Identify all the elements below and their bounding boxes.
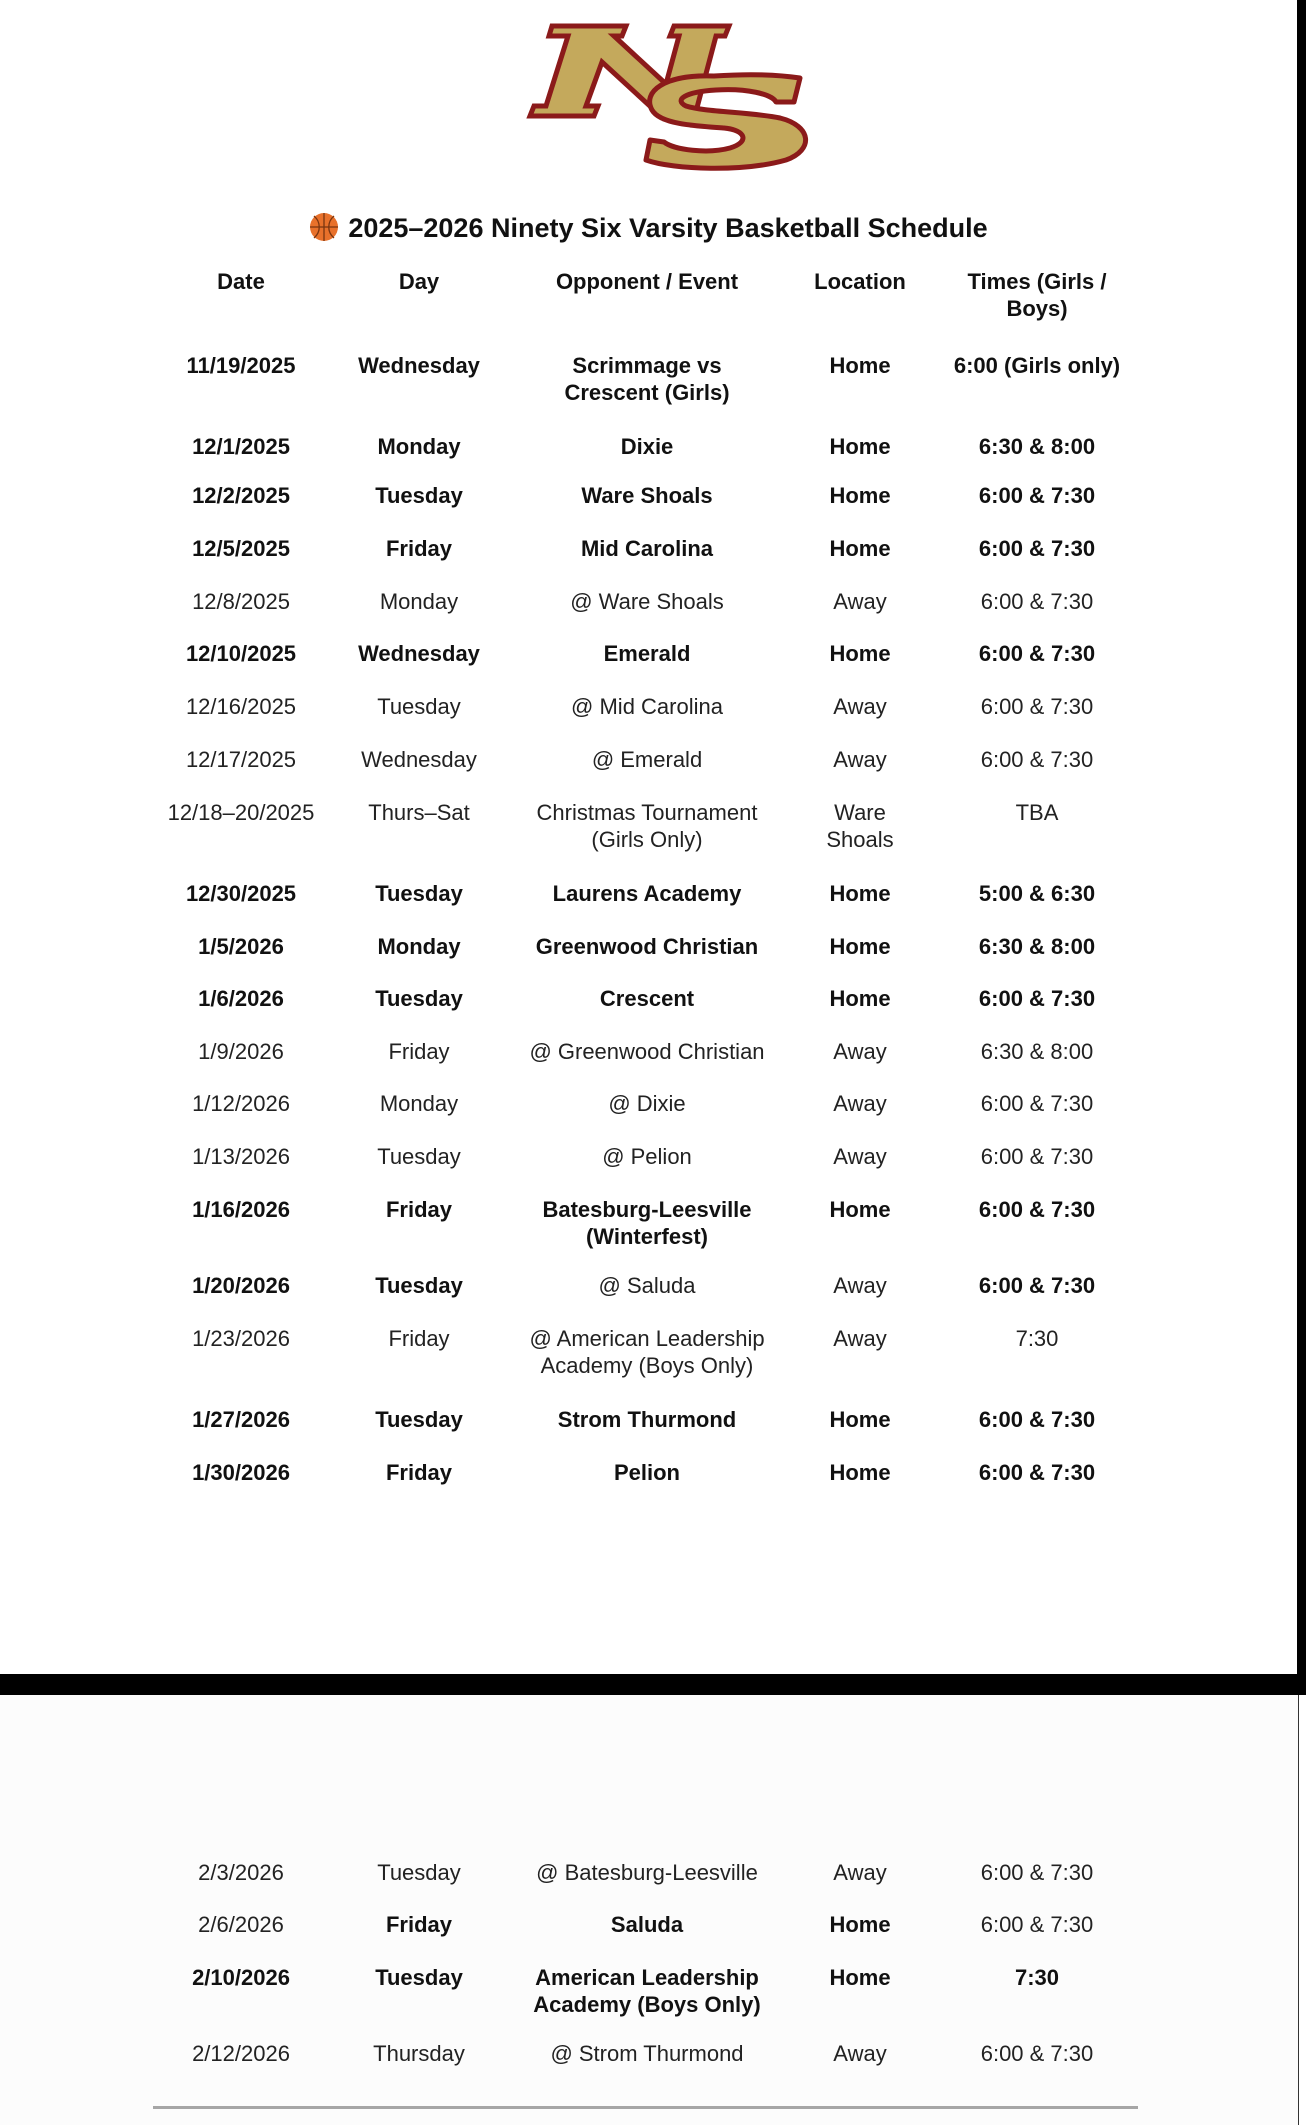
cell-day: Thursday (373, 2041, 465, 2066)
cell-day: Wednesday (361, 747, 477, 772)
header-day: Day (398, 269, 440, 294)
cell-times: 6:00 & 7:30 (978, 536, 1096, 561)
cell-location: Home (829, 881, 891, 906)
cell-opponent: @ Ware Shoals (570, 589, 724, 614)
cell-times: TBA (1015, 800, 1059, 825)
cell-times: 6:00 (Girls only) (953, 353, 1121, 378)
cell-date: 12/2/2025 (192, 483, 290, 508)
cell-location: Away (833, 1039, 887, 1064)
cell-times: 7:30 (1014, 1965, 1060, 1990)
basketball-icon (309, 212, 339, 242)
title-text: 2025–2026 Ninety Six Varsity Basketball Schedule (348, 213, 988, 243)
cell-opponent: Laurens Academy (552, 881, 742, 906)
cell-times: 6:30 & 8:00 (978, 934, 1096, 959)
cell-location: Home (829, 353, 891, 378)
cell-day: Wednesday (358, 641, 480, 666)
cell-location: Home (829, 934, 891, 959)
cell-location: Home (829, 1460, 891, 1485)
cell-times: 6:00 & 7:30 (978, 1460, 1096, 1485)
cell-day: Friday (385, 1912, 453, 1937)
cell-opponent: Dixie (620, 434, 674, 459)
page-divider (0, 1674, 1306, 1695)
cell-times: 6:00 & 7:30 (980, 1144, 1094, 1169)
header-date: Date (217, 269, 265, 294)
cell-times: 6:00 & 7:30 (980, 2041, 1094, 2066)
cell-times: 6:00 & 7:30 (978, 1197, 1096, 1222)
cell-location: Away (833, 1860, 887, 1885)
cell-date: 1/23/2026 (192, 1326, 290, 1351)
cell-day: Tuesday (377, 1860, 461, 1885)
cell-date: 1/6/2026 (198, 986, 284, 1011)
cell-opponent: American Leadership Academy (Boys Only) (533, 1965, 761, 2017)
cell-opponent: @ Dixie (608, 1091, 686, 1116)
cell-location: Away (833, 1273, 887, 1298)
cell-times: 6:00 & 7:30 (980, 1091, 1094, 1116)
cell-day: Tuesday (377, 694, 461, 719)
cell-location: Away (833, 694, 887, 719)
cell-location: Away (833, 747, 887, 772)
cell-times: 6:00 & 7:30 (980, 1860, 1094, 1885)
cell-date: 12/18–20/2025 (167, 800, 315, 825)
cell-location: Away (833, 1144, 887, 1169)
cell-times: 6:00 & 7:30 (978, 1407, 1096, 1432)
cell-date: 12/10/2025 (185, 641, 297, 666)
cell-opponent: @ Greenwood Christian (529, 1039, 765, 1064)
cell-date: 2/3/2026 (198, 1860, 284, 1885)
cell-day: Tuesday (375, 483, 463, 508)
cell-times: 6:00 & 7:30 (978, 483, 1096, 508)
cell-date: 12/1/2025 (192, 434, 290, 459)
cell-location: Home (829, 641, 891, 666)
cell-opponent: Crescent (599, 986, 695, 1011)
cell-date: 2/12/2026 (192, 2041, 290, 2066)
cell-date: 1/16/2026 (192, 1197, 290, 1222)
cell-day: Tuesday (375, 1965, 463, 1990)
cell-opponent: @ Batesburg-Leesville (536, 1860, 758, 1885)
horizontal-rule (153, 2106, 1138, 2109)
cell-date: 1/5/2026 (198, 934, 284, 959)
cell-date: 1/12/2026 (192, 1091, 290, 1116)
page-edge (1298, 1695, 1306, 2125)
cell-day: Friday (388, 1039, 450, 1064)
cell-date: 2/6/2026 (198, 1912, 284, 1937)
cell-opponent: Christmas Tournament (Girls Only) (536, 800, 758, 852)
cell-date: 12/30/2025 (185, 881, 297, 906)
cell-date: 1/27/2026 (192, 1407, 290, 1432)
cell-location: Away (833, 589, 887, 614)
cell-opponent: Saluda (610, 1912, 684, 1937)
cell-opponent: @ Emerald (591, 747, 703, 772)
cell-location: Away (833, 1326, 887, 1351)
cell-day: Tuesday (377, 1144, 461, 1169)
cell-location: Home (829, 1407, 891, 1432)
cell-times: 6:30 & 8:00 (978, 434, 1096, 459)
cell-location: Home (829, 1965, 891, 1990)
cell-location: Home (829, 483, 891, 508)
cell-times: 6:00 & 7:30 (980, 589, 1094, 614)
cell-day: Tuesday (375, 1407, 463, 1432)
cell-location: Home (829, 434, 891, 459)
cell-opponent: @ American Leadership Academy (Boys Only) (529, 1326, 765, 1378)
cell-times: 6:00 & 7:30 (978, 1273, 1096, 1298)
cell-day: Friday (388, 1326, 450, 1351)
cell-date: 12/8/2025 (192, 589, 290, 614)
cell-day: Friday (385, 1197, 453, 1222)
cell-date: 1/20/2026 (192, 1273, 290, 1298)
cell-date: 1/13/2026 (192, 1144, 290, 1169)
page-title (0, 210, 1297, 246)
cell-times: 6:00 & 7:30 (980, 694, 1094, 719)
cell-date: 2/10/2026 (192, 1965, 290, 1990)
cell-opponent: @ Strom Thurmond (550, 2041, 744, 2066)
cell-opponent: Mid Carolina (580, 536, 713, 561)
cell-opponent: @ Saluda (598, 1273, 696, 1298)
cell-day: Monday (377, 434, 461, 459)
cell-day: Friday (385, 1460, 453, 1485)
cell-location: Away (833, 1091, 887, 1116)
header-opponent: Opponent / Event (555, 269, 739, 294)
cell-opponent: Greenwood Christian (535, 934, 759, 959)
ns-logo-icon (524, 14, 814, 174)
cell-location: Home (829, 986, 891, 1011)
cell-day: Tuesday (375, 1273, 463, 1298)
cell-day: Thurs–Sat (368, 800, 470, 825)
cell-date: 12/17/2025 (185, 747, 297, 772)
cell-times: 5:00 & 6:30 (978, 881, 1096, 906)
cell-opponent: @ Pelion (602, 1144, 692, 1169)
header-times: Times (Girls / Boys) (967, 269, 1107, 321)
cell-date: 12/16/2025 (185, 694, 297, 719)
cell-day: Friday (385, 536, 453, 561)
cell-location: Home (829, 1197, 891, 1222)
cell-location: Home (829, 1912, 891, 1937)
cell-opponent: Emerald (603, 641, 691, 666)
cell-date: 1/30/2026 (192, 1460, 290, 1485)
cell-opponent: @ Mid Carolina (571, 694, 723, 719)
cell-date: 12/5/2025 (192, 536, 290, 561)
cell-day: Tuesday (375, 881, 463, 906)
cell-date: 1/9/2026 (198, 1039, 284, 1064)
cell-location: Away (833, 2041, 887, 2066)
header-location: Location (814, 269, 906, 294)
cell-day: Wednesday (358, 353, 480, 378)
cell-opponent: Ware Shoals (581, 483, 713, 508)
cell-times: 6:00 & 7:30 (980, 1912, 1094, 1937)
cell-day: Monday (377, 934, 461, 959)
cell-times: 6:00 & 7:30 (980, 747, 1094, 772)
cell-times: 6:00 & 7:30 (978, 986, 1096, 1011)
cell-times: 7:30 (1015, 1326, 1059, 1351)
cell-day: Monday (379, 1091, 459, 1116)
cell-opponent: Strom Thurmond (557, 1407, 737, 1432)
cell-location: Home (829, 536, 891, 561)
cell-times: 6:30 & 8:00 (980, 1039, 1094, 1064)
cell-times: 6:00 & 7:30 (978, 641, 1096, 666)
cell-opponent: Batesburg-Leesville (Winterfest) (542, 1197, 752, 1249)
cell-location: Ware Shoals (826, 800, 894, 852)
cell-day: Monday (379, 589, 459, 614)
cell-day: Tuesday (375, 986, 463, 1011)
page-edge (1297, 0, 1306, 1695)
cell-opponent: Pelion (613, 1460, 680, 1485)
cell-date: 11/19/2025 (186, 353, 296, 378)
cell-opponent: Scrimmage vs Crescent (Girls) (564, 353, 730, 405)
